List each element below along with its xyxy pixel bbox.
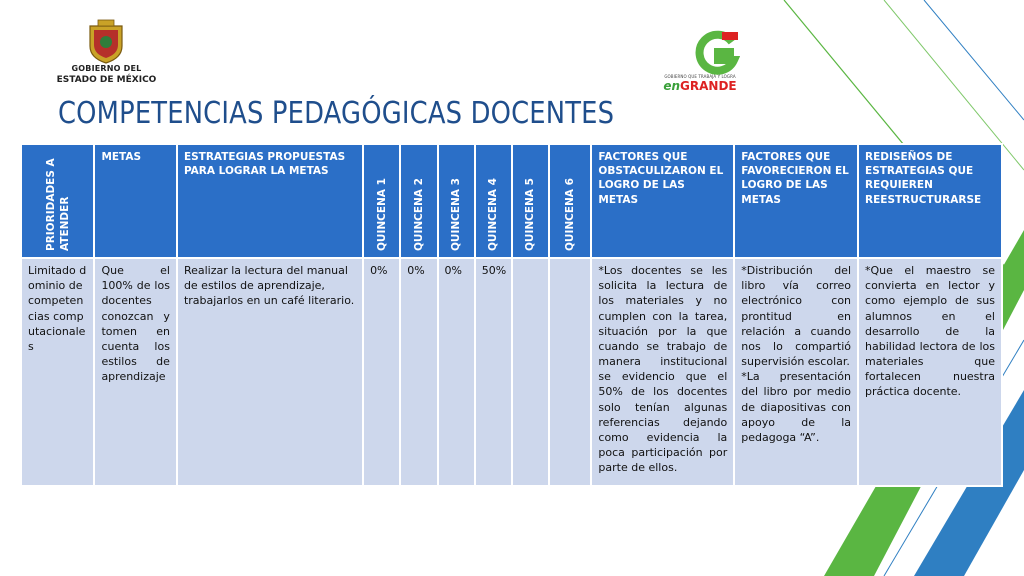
header-quincena-6: QUINCENA 6 [549,144,591,258]
header-prioridades: PRIORIDADES A ATENDER [21,144,94,258]
table-header-row [21,144,1002,258]
header-estrategias: ESTRATEGIAS PROPUESTAS PARA LOGRAR LA METAS [177,144,363,258]
cell-obstaculizaron: *Los docentes se les solicita la lectura de los materiales y no cumplen con la tarea, situación por la que cuando se trabajo de manera institucional se evidencio que el 50% de los docentes solo tenían algunas referencias dejando como evidencia la poca participación por parte de ellos. [591,258,734,486]
cell-metas: Que el 100% de los docentes conozcan y tomen en cuenta los estilos de aprendizaje [94,258,177,486]
cell-quincena-6 [549,258,591,486]
header-quincena-3: QUINCENA 3 [438,144,475,258]
cell-quincena-1: 0% [363,258,400,486]
header-quincena-5: QUINCENA 5 [512,144,549,258]
header-quincena-1: QUINCENA 1 [363,144,400,258]
header-obstaculizaron: FACTORES QUE OBSTACULIZARON EL LOGRO DE LAS METAS [591,144,734,258]
table-row [21,258,1002,486]
page-title: COMPETENCIAS PEDAGÓGICAS DOCENTES [58,96,615,131]
g-logo-icon [692,30,740,78]
cell-prioridades: Limitado dominio de competencias computacionales [21,258,94,486]
gobierno-edomex-logo [34,14,179,86]
coat-of-arms-icon [84,18,128,64]
cell-redisenos: *Que el maestro se convierta en lector y como ejemplo de sus alumnos en el desarrollo de la habilidad lectora de los materiales que fortalecen nuestra práctica docente. [858,258,1002,486]
header-favorecieron: FACTORES QUE FAVORECIERON EL LOGRO DE LAS METAS [734,144,858,258]
header-metas: METAS [94,144,177,258]
header-quincena-4: QUINCENA 4 [475,144,512,258]
logo-left-line1: GOBIERNO DEL [71,64,142,73]
favorecieron-item-2: *La presentación del libro por medio de diapositivas con apoyo de la pedagoga “A”. [741,370,852,444]
engrande-logo [650,28,750,93]
cell-quincena-5 [512,258,549,486]
cell-quincena-3: 0% [438,258,475,486]
logo-brand [650,79,750,93]
cell-quincena-2: 0% [400,258,437,486]
cell-quincena-4: 50% [475,258,512,486]
header-redisenos: REDISEÑOS DE ESTRATEGIAS QUE REQUIEREN REESTRUCTURARSE [858,144,1002,258]
brand-en: en [663,79,681,93]
brand-grande: GRANDE [680,79,737,93]
header-quincena-2: QUINCENA 2 [400,144,437,258]
cell-estrategias: Realizar la lectura del manual de estilos de aprendizaje, trabajarlos en un café literario. [177,258,363,486]
cell-favorecieron [734,258,858,486]
competencias-table [20,143,1003,487]
logo-slogan: GOBIERNO QUE TRABAJA Y LOGRA [664,74,736,79]
logo-left-line2: ESTADO DE MÉXICO [56,75,157,85]
favorecieron-item-1: *Distribución del libro vía correo electrónico con prontitud en relación a cuando nos lo compartió supervisión escolar. [741,264,852,369]
